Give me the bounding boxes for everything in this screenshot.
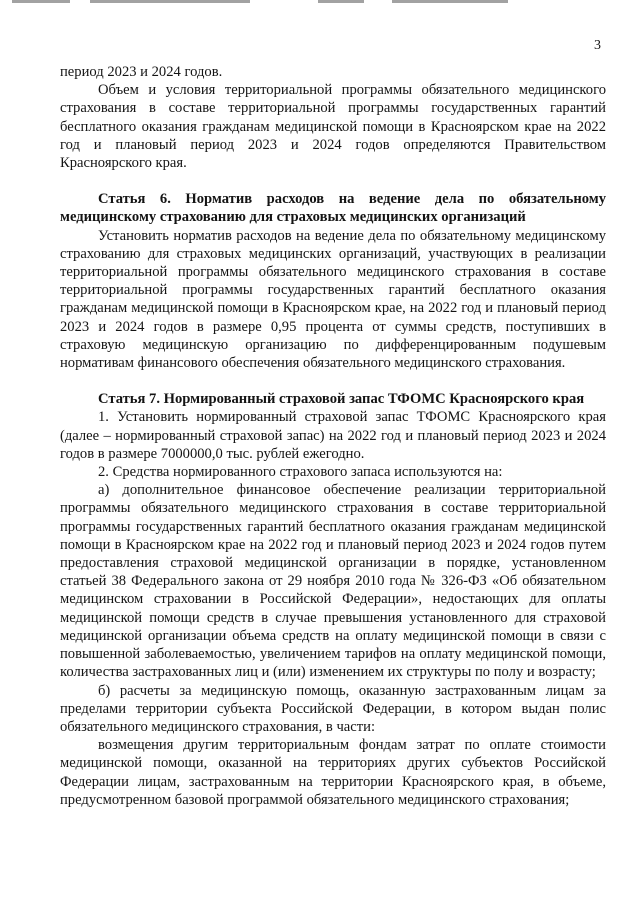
scan-top-edge-mark [90,0,250,3]
page-number: 3 [594,38,601,53]
paragraph-continuation: период 2023 и 2024 годов. [60,64,223,80]
article-7-heading: Статья 7. Нормированный страховой запас ТФОМС Красноярского края [98,391,585,408]
article-6-text: Установить норматив расходов на ведение дела по обязательному медицинскому страхованию для страховых медицинских организаций, участвующих в реализации территориальной программы обязательного медицинского страхования в составе территориальной программы государственных гарантий бесплатного оказания гражданам медицинской помощи в Красноярском крае, на 2022 год и плановый период 2023 и 2024 годов в размере 0,95 процента от суммы средств, поступивших в страховую медицинскую организацию по дифференцированным подушевым нормативам финансового обеспечения обязательного медицинского страхования. [60,227,606,372]
article-7-item-b: б) расчеты за медицинскую помощь, оказанную застрахованным лицам за пределами территории субъекта Российской Федерации, в котором выдан полис обязательного медицинского страхования, в части: [60,682,606,735]
spacer [60,172,606,190]
scan-top-edge-mark [392,0,508,3]
spacer [60,372,606,390]
paragraph-program-volume: Объем и условия территориальной программы обязательного медицинского страхования в составе территориальной программы государственных гарантий бесплатного оказания гражданам медицинской помощи в Красноярском крае на 2022 год и плановый период 2023 и 2024 годов определяются Правительством Красноярского края. [60,82,606,172]
article-7-item-1: 1. Установить нормированный страховой запас ТФОМС Красноярского края (далее – нормированный страховой запас) на 2022 год и плановый период 2023 и 2024 годов в размере 7000000,0 тыс. рублей ежегодно. [60,409,606,462]
article-7-item-2: 2. Средства нормированного страхового запаса используются на: [98,464,503,481]
article-6-heading: Статья 6. Норматив расходов на ведение дела по обязательному медицинскому страхованию для страховых медицинских организаций [60,191,606,226]
document-body [60,63,606,809]
scan-top-edge-mark [12,0,70,3]
article-7-item-b-sub: возмещения другим территориальным фондам затрат по оплате стоимости медицинской помощи, оказанной на территориях других субъектов Российской Федерации лицам, застрахованным на территории Красноярского края, в объеме, предусмотренном базовой программой обязательного медицинского страхования; [60,737,606,808]
scan-top-edge-mark [318,0,364,3]
article-7-item-a: а) дополнительное финансовое обеспечение реализации территориальной программы обязательного медицинского страхования в составе территориальной программы государственных гарантий бесплатного оказания гражданам медицинской помощи в Красноярском крае на 2022 год и плановый период 2023 и 2024 годов путем предоставления страховой медицинской организации в порядке, установленном статьей 38 Федерального закона от 29 ноября 2010 года № 326-ФЗ «Об обязательном медицинском страховании в Российской Федерации», недостающих для оплаты медицинской помощи средств в случае превышения установленного для страховой медицинской организации объема средств на оплату медицинской помощи в связи с повышенной заболеваемостью, увеличением тарифов на оплату медицинской помощи, количества застрахованных лиц и (или) изменением их структуры по полу и возрасту; [60,482,606,681]
